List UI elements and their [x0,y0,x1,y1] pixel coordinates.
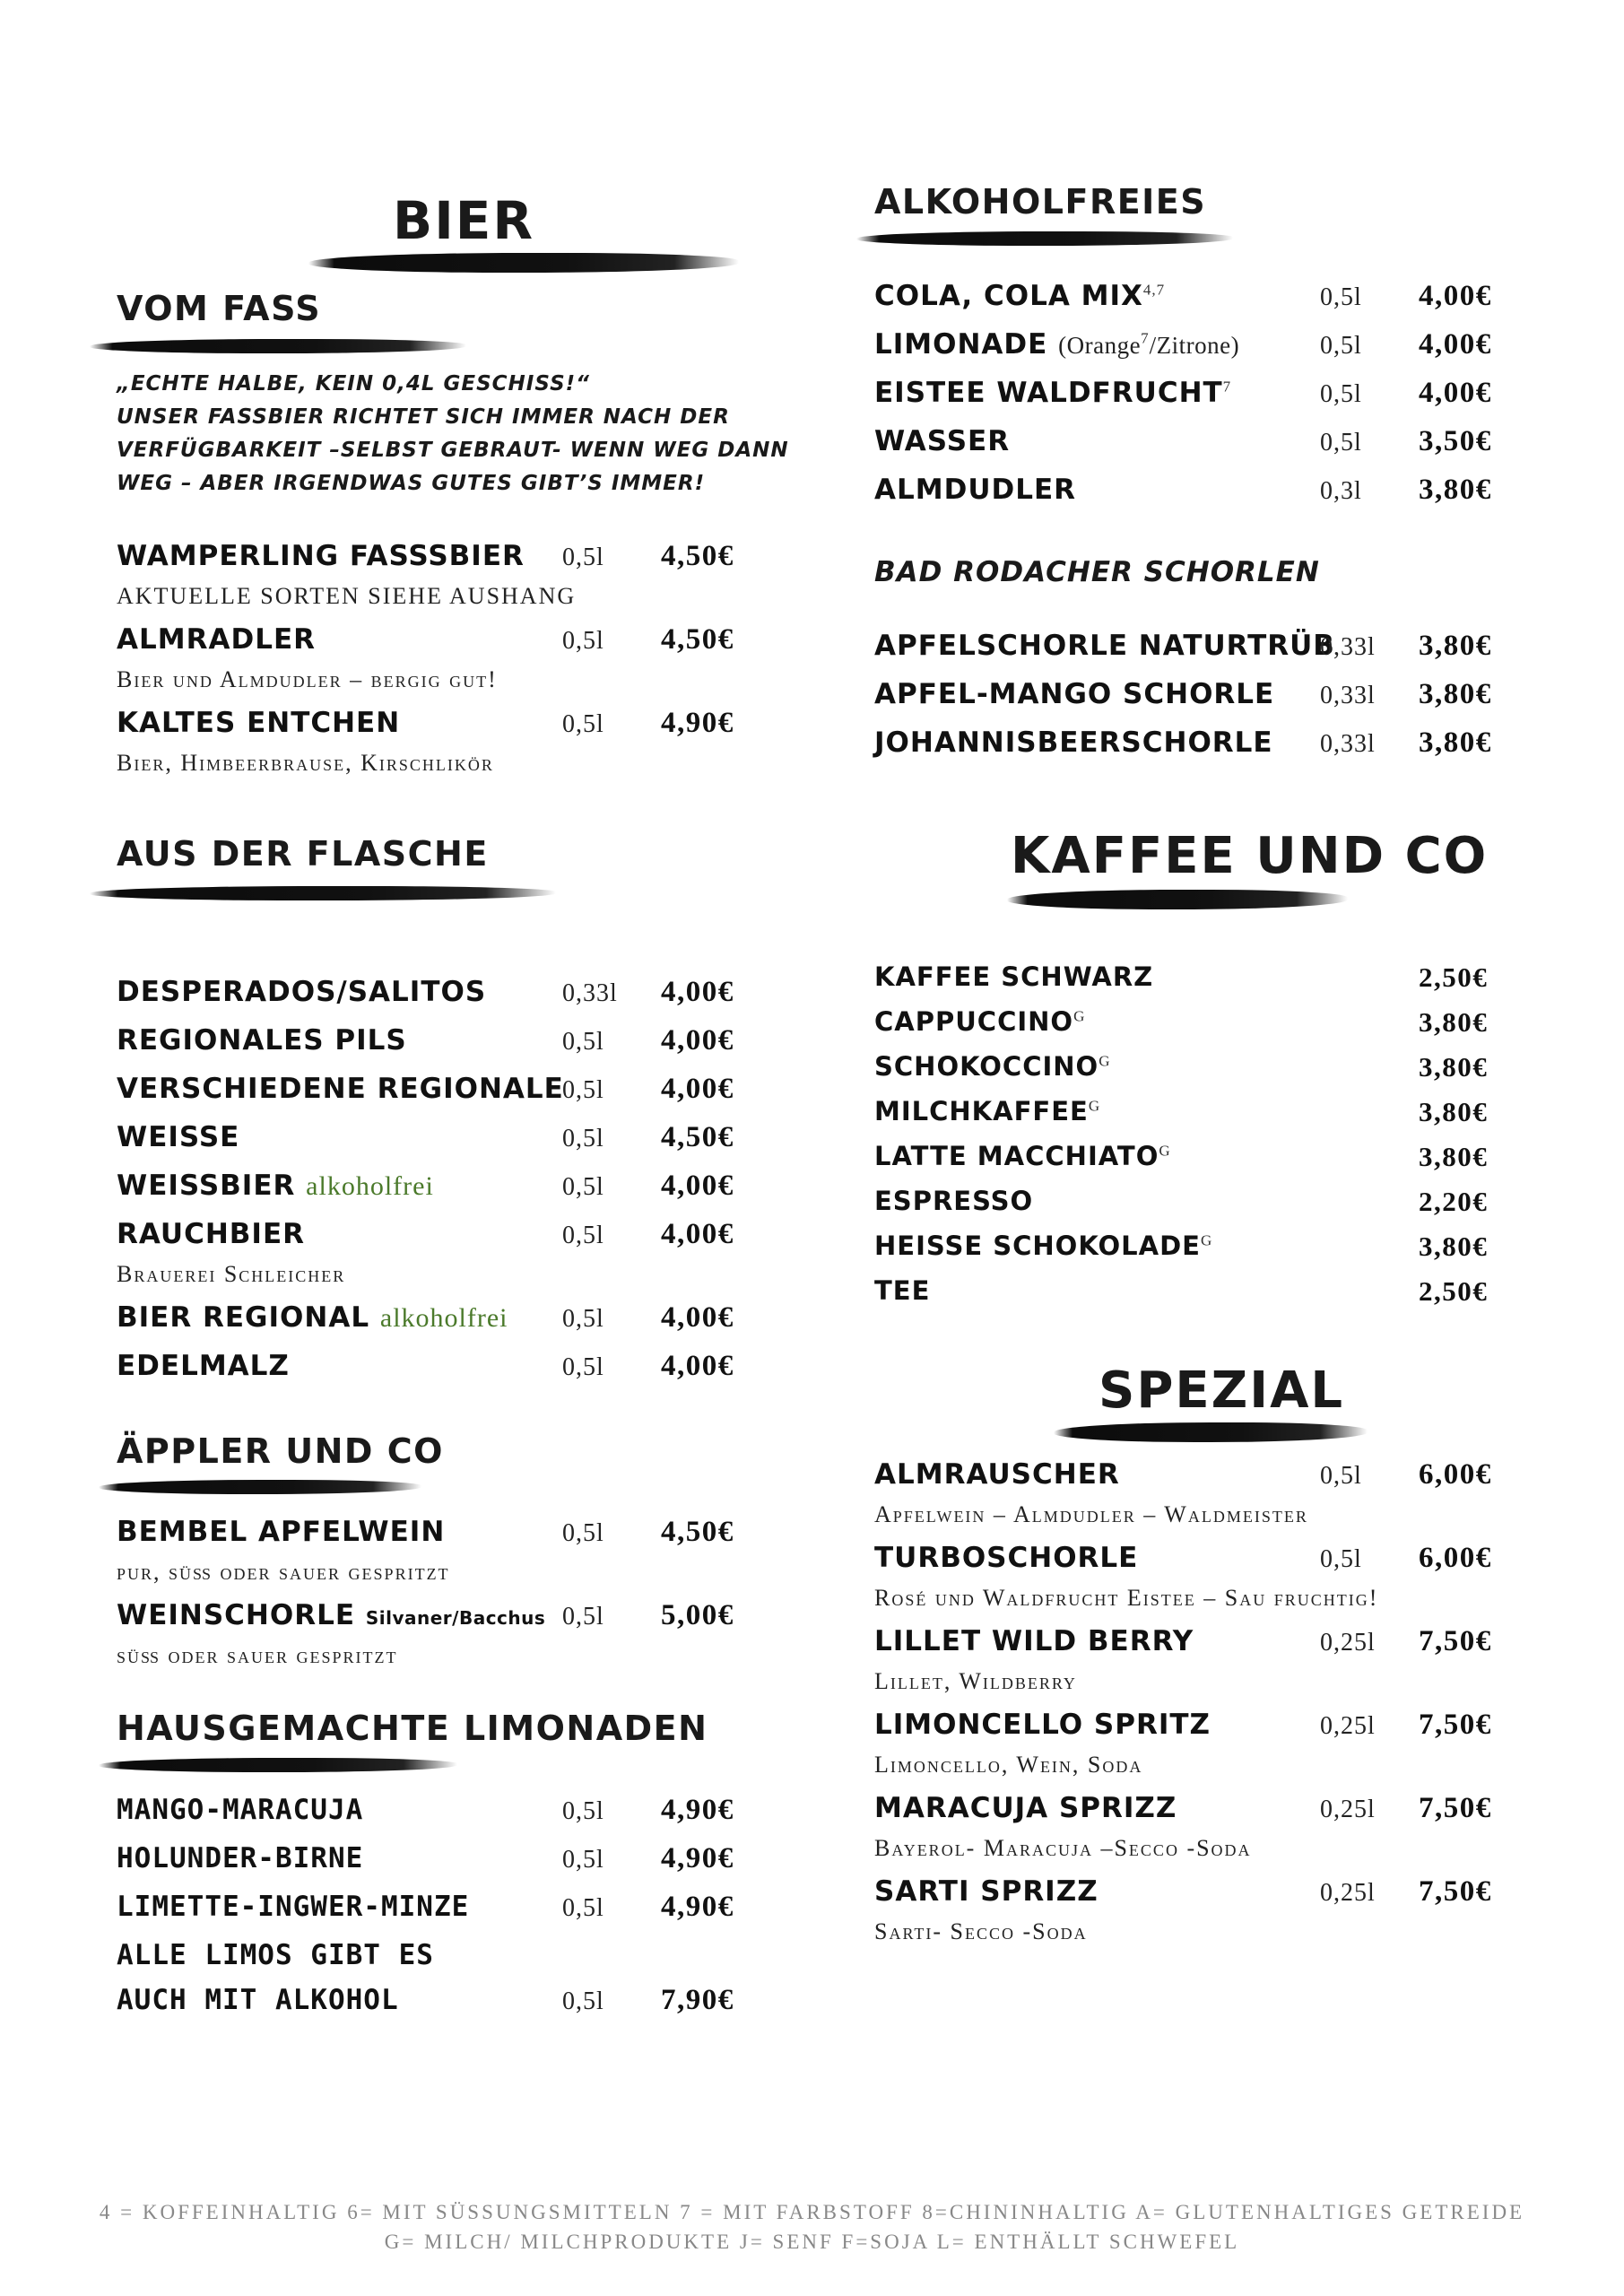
item-price: 2,50€ [1419,961,1489,993]
item-volume: 0,5l [562,1797,604,1825]
item-name [874,328,1239,361]
allergen-footer [0,2197,1624,2257]
item-extra: alkoholfrei [306,1171,434,1201]
item-name: JOHANNISBEERSCHORLE [874,726,1273,759]
vom-fass-note-line: „ECHTE HALBE, KEIN 0,4L GESCHISS!“ [117,372,590,396]
item-price: 3,80€ [1419,1051,1489,1083]
item-volume: 0,5l [562,1846,604,1874]
item-name-text: WEINSCHORLE [117,1599,356,1631]
item-name [874,1231,1212,1261]
item-volume: 0,5l [562,1173,604,1201]
item-price: 3,80€ [1419,726,1492,759]
item-name: WAMPERLING FASSSBIER [117,540,525,572]
item-description: AKTUELLE SORTEN SIEHE AUSHANG [117,583,577,609]
footer-line: G= MILCH/ MILCHPRODUKTE J= SENF F=SOJA L= ENTHÄLLT SCHWEFEL [384,2231,1240,2253]
item-price: 6,00€ [1419,1542,1492,1574]
item-price: 3,80€ [1419,1006,1489,1038]
item-price: 3,80€ [1419,1096,1489,1127]
item-name [874,1096,1100,1126]
item-price: 3,50€ [1419,425,1492,457]
item-name: BEMBEL APFELWEIN [117,1516,446,1548]
footer-line: 4 = KOFFEINHALTIG 6= MIT SÜSSUNGSMITTELN 7 = MIT FARBSTOFF 8=CHININHALTIG A= GLUTENHALTIGES GETREIDE [99,2201,1525,2223]
item-allergen: G [1099,1052,1111,1070]
item-name [117,1599,545,1631]
item-volume: 0,5l [562,1353,604,1381]
item-extra: /Zitrone) [1149,332,1240,359]
item-price: 7,50€ [1419,1875,1492,1908]
bier-heading-brush [308,253,739,273]
item-extra: Silvaner/Bacchus [365,1607,546,1629]
item-description: Bier und Almdudler – bergig gut! [117,666,498,692]
item-volume: 0,5l [562,710,604,738]
item-extra: (Orange [1058,332,1142,359]
spezial-heading: SPEZIAL [1099,1361,1345,1420]
item-name-text: BIER REGIONAL [117,1301,370,1334]
item-volume: 0,33l [1320,730,1376,758]
item-name [874,1051,1110,1082]
item-price: 7,50€ [1419,1625,1492,1657]
item-price: 4,90€ [661,707,734,739]
item-price: 4,00€ [661,1024,734,1057]
item-volume: 0,5l [562,1076,604,1104]
item-name: ALMRAUSCHER [874,1458,1120,1491]
item-price: 3,80€ [1419,1141,1489,1172]
item-price: 3,80€ [1419,630,1492,662]
item-volume: 0,5l [562,1987,604,2015]
item-name: ALMDUDLER [874,474,1077,506]
item-name-text: CAPPUCCINO [874,1006,1074,1037]
item-price: 4,00€ [661,1170,734,1202]
item-allergen: G [1200,1231,1213,1249]
item-volume: 0,33l [562,979,618,1007]
item-volume: 0,5l [562,627,604,655]
item-price: 4,00€ [661,1350,734,1382]
item-name: KALTES ENTCHEN [117,707,401,739]
item-name: LIMONCELLO SPRITZ [874,1709,1211,1741]
item-name: REGIONALES PILS [117,1024,407,1057]
item-name [874,1141,1171,1171]
item-volume: 0,5l [562,1603,604,1631]
item-volume: 0,5l [1320,283,1362,311]
item-name: ALMRADLER [117,623,316,656]
item-price: 3,80€ [1419,474,1492,506]
item-price: 4,00€ [1419,377,1492,409]
item-price: 4,00€ [1419,280,1492,312]
item-volume: 0,5l [1320,380,1362,408]
item-volume: 0,5l [1320,1545,1362,1573]
item-price: 2,50€ [1419,1275,1489,1307]
item-description: Limoncello, Wein, Soda [874,1752,1143,1778]
item-allergen: 4,7 [1142,281,1166,299]
item-name: MARACUJA SPRIZZ [874,1792,1177,1824]
item-price: 4,00€ [661,1218,734,1250]
item-price: 7,50€ [1419,1709,1492,1741]
item-name [874,1006,1085,1037]
item-name: APFEL-MANGO SCHORLE [874,678,1275,710]
item-volume: 0,5l [562,544,604,571]
item-name: LIMETTE-INGWER-MINZE [117,1891,470,1923]
limonaden-brush [99,1758,457,1772]
item-allergen: G [1073,1007,1086,1025]
item-volume: 0,5l [1320,332,1362,360]
item-name [874,280,1165,312]
item-volume: 0,33l [1320,633,1376,661]
item-volume: 0,25l [1320,1712,1376,1740]
item-description: pur, süß oder sauer gespritzt [117,1559,450,1585]
item-price: 4,50€ [661,540,734,572]
item-price: 2,20€ [1419,1186,1489,1217]
item-price: 4,00€ [661,1301,734,1334]
limonaden-heading: HAUSGEMACHTE LIMONADEN [117,1709,708,1748]
alkoholfreies-heading: ALKOHOLFREIES [874,182,1207,222]
item-name [117,1170,434,1202]
item-volume: 0,25l [1320,1879,1376,1907]
item-description: süß oder sauer gespritzt [117,1642,398,1668]
vom-fass-heading: VOM FASS [117,289,322,328]
item-name: EDELMALZ [117,1350,290,1382]
item-name: APFELSCHORLE NATURTRÜB [874,630,1335,662]
schorlen-heading: BAD RODACHER SCHORLEN [874,556,1320,588]
item-price: 3,80€ [1419,678,1492,710]
item-price: 4,00€ [661,1073,734,1105]
item-name: ESPRESSO [874,1186,1034,1216]
item-name: HOLUNDER-BIRNE [117,1842,364,1874]
appler-brush [99,1480,421,1494]
alkoholfreies-brush [856,231,1233,246]
item-name-text: HEISSE SCHOKOLADE [874,1231,1201,1261]
item-volume: 0,5l [1320,1462,1362,1490]
item-price: 3,80€ [1419,1231,1489,1262]
spezial-brush [1054,1422,1368,1442]
limo-alkohol-line1: ALLE LIMOS GIBT ES [117,1939,434,1971]
item-price: 7,90€ [661,1984,734,2016]
item-name-text: LATTE MACCHIATO [874,1141,1159,1171]
item-price: 4,50€ [661,623,734,656]
item-volume: 0,5l [562,1305,604,1333]
item-name: TEE [874,1275,931,1306]
bier-heading: BIER [393,190,535,251]
item-volume: 0,5l [1320,429,1362,457]
item-name: MANGO-MARACUJA [117,1794,364,1826]
item-volume: 0,3l [1320,477,1362,505]
item-price: 4,00€ [661,976,734,1008]
item-volume: 0,33l [1320,682,1376,709]
vom-fass-note-line: WEG – ABER IRGENDWAS GUTES GIBT’S IMMER! [117,472,706,495]
item-name: DESPERADOS/SALITOS [117,976,487,1008]
item-name [874,377,1231,409]
kaffee-brush [1007,890,1348,909]
item-name-text: MILCHKAFFEE [874,1096,1089,1126]
vom-fass-note [117,368,789,500]
item-name [117,1301,508,1334]
item-volume: 0,25l [1320,1629,1376,1657]
item-name-text: COLA, COLA MIX [874,280,1143,312]
item-name-text: LIMONADE [874,328,1048,361]
item-allergen: G [1159,1142,1171,1160]
item-description: Apfelwein – Almdudler – Waldmeister [874,1501,1308,1527]
item-extra: alkoholfrei [379,1303,508,1333]
item-description: Lillet, Wildberry [874,1668,1077,1694]
item-description: Brauerei Schleicher [117,1261,346,1287]
item-volume: 0,5l [562,1519,604,1547]
item-price: 4,90€ [661,1842,734,1874]
vom-fass-note-line: UNSER FASSBIER RICHTET SICH IMMER NACH DER [117,405,730,429]
appler-heading: ÄPPLER UND CO [117,1431,444,1471]
vom-fass-note-line: VERFÜGBARKEIT –SELBST GEBRAUT- WENN WEG DANN [117,439,789,462]
vom-fass-brush [90,339,466,353]
item-price: 4,90€ [661,1794,734,1826]
flasche-brush [90,886,556,900]
item-name: WEISSE [117,1121,240,1153]
kaffee-heading: KAFFEE UND CO [1011,827,1489,885]
item-description: Sarti- Secco -Soda [874,1918,1088,1944]
item-volume: 0,5l [562,1125,604,1152]
item-price: 4,90€ [661,1891,734,1923]
item-name-text: SCHOKOCCINO [874,1051,1099,1082]
limo-alkohol-line2: AUCH MIT ALKOHOL [117,1984,399,2016]
item-allergen: G [1088,1097,1101,1115]
item-description: Bier, Himbeerbrause, Kirschlikör [117,750,494,776]
item-price: 7,50€ [1419,1792,1492,1824]
item-name: WASSER [874,425,1011,457]
item-name-text: EISTEE WALDFRUCHT [874,377,1223,409]
item-name: KAFFEE SCHWARZ [874,961,1154,992]
item-price: 4,50€ [661,1516,734,1548]
item-price: 5,00€ [661,1599,734,1631]
flasche-heading: AUS DER FLASCHE [117,834,489,874]
item-volume: 0,5l [562,1222,604,1249]
item-description: Rosé und Waldfrucht Eistee – Sau fruchtig! [874,1585,1379,1611]
item-price: 4,00€ [1419,328,1492,361]
item-name: RAUCHBIER [117,1218,305,1250]
item-price: 4,50€ [661,1121,734,1153]
item-description: Bayerol- Maracuja –Secco -Soda [874,1835,1252,1861]
item-allergen: 7 [1141,329,1150,347]
item-name: VERSCHIEDENE REGIONALE [117,1073,564,1105]
item-price: 6,00€ [1419,1458,1492,1491]
item-allergen: 7 [1222,378,1232,396]
item-name: TURBOSCHORLE [874,1542,1139,1574]
item-volume: 0,5l [562,1028,604,1056]
item-name: SARTI SPRIZZ [874,1875,1099,1908]
item-name: LILLET WILD BERRY [874,1625,1194,1657]
item-volume: 0,5l [562,1894,604,1922]
item-volume: 0,25l [1320,1796,1376,1823]
item-name-text: WEISSBIER [117,1170,296,1202]
